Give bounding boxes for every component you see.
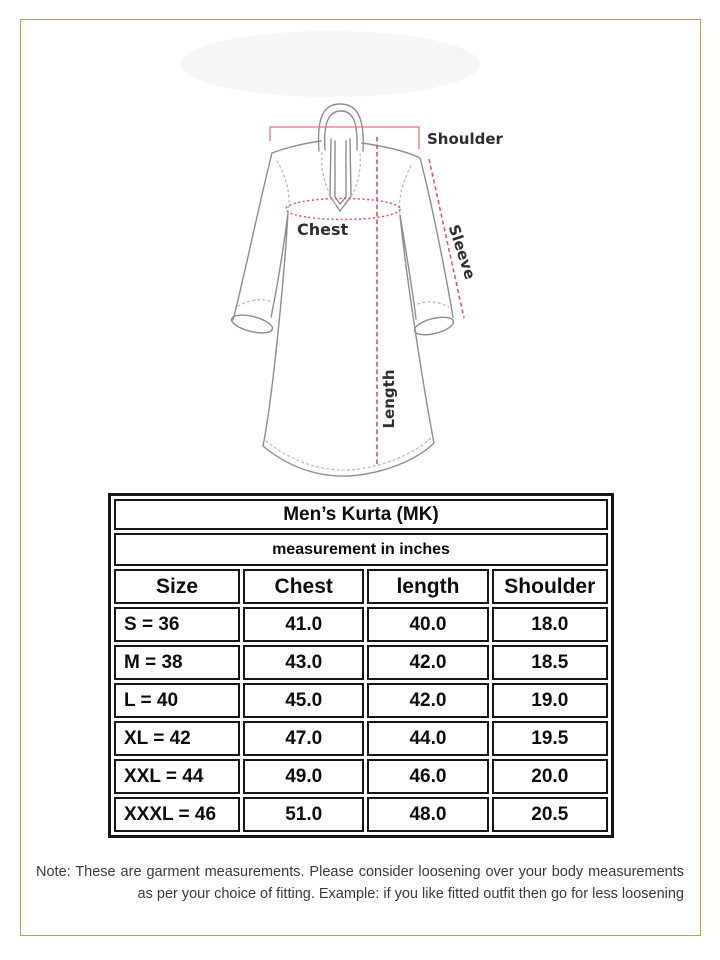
cell-chest: 47.0	[243, 721, 364, 756]
table-header-row	[114, 569, 608, 604]
diagram-labels	[297, 130, 504, 429]
table-row	[114, 759, 608, 794]
faded-background-shape	[180, 31, 480, 97]
chest-measure-ellipse	[286, 199, 400, 220]
cell-shoulder: 20.0	[492, 759, 608, 794]
cell-chest: 41.0	[243, 607, 364, 642]
cell-size: XXL = 44	[114, 759, 240, 794]
header-chest: Chest	[243, 569, 364, 604]
table-title: Men’s Kurta (MK)	[114, 499, 608, 530]
shoulder-label: Shoulder	[427, 130, 503, 148]
left-cuff	[230, 312, 274, 337]
cell-length: 40.0	[367, 607, 488, 642]
table-row	[114, 797, 608, 832]
right-cuff	[413, 314, 455, 338]
cell-chest: 43.0	[243, 645, 364, 680]
table-title-row	[114, 499, 608, 530]
cell-length: 42.0	[367, 683, 488, 718]
cell-size: S = 36	[114, 607, 240, 642]
measurement-note	[36, 861, 684, 905]
cell-length: 48.0	[367, 797, 488, 832]
cell-shoulder: 20.5	[492, 797, 608, 832]
header-shoulder: Shoulder	[492, 569, 608, 604]
kurta-body-lines	[233, 141, 453, 476]
cell-size: M = 38	[114, 645, 240, 680]
length-label: Length	[380, 369, 398, 429]
size-chart-table	[108, 493, 614, 838]
size-chart-table-container	[108, 493, 614, 838]
cell-shoulder: 18.5	[492, 645, 608, 680]
note-line-2: as per your choice of fitting. Example: if you like fitted outfit then go for less loosening	[137, 886, 684, 902]
table-row	[114, 721, 608, 756]
header-size: Size	[114, 569, 240, 604]
table-subtitle: measurement in inches	[114, 533, 608, 566]
cell-size: L = 40	[114, 683, 240, 718]
cell-shoulder: 18.0	[492, 607, 608, 642]
table-subtitle-row	[114, 533, 608, 566]
cell-length: 46.0	[367, 759, 488, 794]
cell-chest: 49.0	[243, 759, 364, 794]
cell-shoulder: 19.5	[492, 721, 608, 756]
cell-shoulder: 19.0	[492, 683, 608, 718]
note-line-1: Note: These are garment measurements. Please consider loosening over your body measurements	[36, 864, 684, 880]
cell-length: 44.0	[367, 721, 488, 756]
sleeve-label: Sleeve	[444, 222, 480, 282]
table-row	[114, 645, 608, 680]
collar-and-placket	[318, 104, 363, 211]
cell-length: 42.0	[367, 645, 488, 680]
header-length: length	[367, 569, 488, 604]
cell-size: XXXL = 46	[114, 797, 240, 832]
cell-size: XL = 42	[114, 721, 240, 756]
cell-chest: 51.0	[243, 797, 364, 832]
table-row	[114, 683, 608, 718]
cell-chest: 45.0	[243, 683, 364, 718]
chest-label: Chest	[297, 220, 349, 239]
shoulder-bracket-line	[270, 127, 419, 149]
kurta-outline	[230, 104, 455, 476]
table-row	[114, 607, 608, 642]
